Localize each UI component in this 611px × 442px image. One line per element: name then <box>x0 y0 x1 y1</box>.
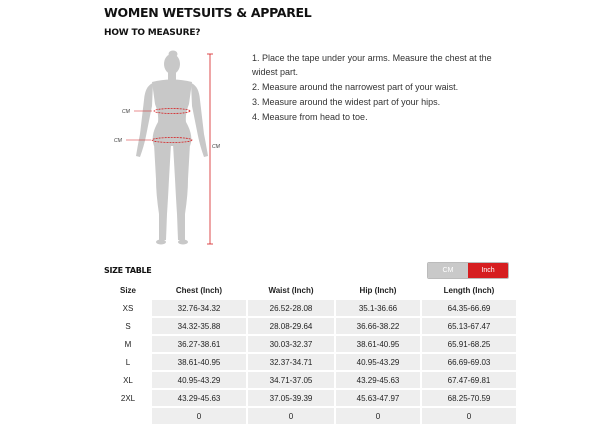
instruction-item: 2. Measure around the narrowest part of your waist. <box>252 82 459 92</box>
chest-cell: 32.76-34.32 <box>152 300 246 316</box>
length-cell: 68.25-70.59 <box>422 390 516 406</box>
waist-cell: 0 <box>248 408 334 424</box>
chest-cell: 0 <box>152 408 246 424</box>
column-header-waist: Waist (Inch) <box>248 282 334 298</box>
length-cell: 66.69-69.03 <box>422 354 516 370</box>
hip-cell: 36.66-38.22 <box>336 318 420 334</box>
table-row <box>106 354 516 370</box>
hip-cell: 40.95-43.29 <box>336 354 420 370</box>
length-cell: 67.47-69.81 <box>422 372 516 388</box>
table-row <box>106 390 516 406</box>
table-row <box>106 372 516 388</box>
instruction-item: 4. Measure from head to toe. <box>252 112 368 122</box>
waist-cell: 32.37-34.71 <box>248 354 334 370</box>
size-cell: XS <box>106 300 150 316</box>
chest-cell: 36.27-38.61 <box>152 336 246 352</box>
size-cell: S <box>106 318 150 334</box>
female-silhouette-icon <box>112 44 222 254</box>
waist-cell: 30.03-32.37 <box>248 336 334 352</box>
size-cell: XL <box>106 372 150 388</box>
size-table <box>104 280 518 426</box>
chest-cell: 38.61-40.95 <box>152 354 246 370</box>
instruction-item: 1. Place the tape under your arms. Measure the chest at the widest part. <box>252 53 492 77</box>
waist-cell: 34.71-37.05 <box>248 372 334 388</box>
body-measurement-figure <box>112 44 222 254</box>
waist-cell: 26.52-28.08 <box>248 300 334 316</box>
table-row <box>106 300 516 316</box>
how-to-measure-heading: HOW TO MEASURE? <box>104 28 201 38</box>
table-header-row <box>106 282 516 298</box>
size-table-heading: SIZE TABLE <box>104 266 152 275</box>
waist-cell: 28.08-29.64 <box>248 318 334 334</box>
length-cell: 65.13-67.47 <box>422 318 516 334</box>
table-row <box>106 318 516 334</box>
instruction-item: 3. Measure around the widest part of your hips. <box>252 97 441 107</box>
unit-toggle <box>427 262 509 279</box>
size-cell: 2XL <box>106 390 150 406</box>
page-title: WOMEN WETSUITS & APPAREL <box>104 5 312 20</box>
length-label: CM <box>212 144 220 150</box>
length-cell: 65.91-68.25 <box>422 336 516 352</box>
column-header-chest: Chest (Inch) <box>152 282 246 298</box>
size-cell: M <box>106 336 150 352</box>
hip-cell: 43.29-45.63 <box>336 372 420 388</box>
column-header-size: Size <box>106 282 150 298</box>
inch-toggle-button[interactable]: Inch <box>468 263 508 278</box>
table-row <box>106 336 516 352</box>
cm-toggle-button[interactable]: CM <box>428 263 468 278</box>
hip-cell: 0 <box>336 408 420 424</box>
chest-cell: 43.29-45.63 <box>152 390 246 406</box>
size-cell: L <box>106 354 150 370</box>
size-cell <box>106 408 150 424</box>
hip-cell: 38.61-40.95 <box>336 336 420 352</box>
hip-cell: 45.63-47.97 <box>336 390 420 406</box>
chest-cell: 40.95-43.29 <box>152 372 246 388</box>
measurement-instructions <box>252 51 517 125</box>
column-header-length: Length (Inch) <box>422 282 516 298</box>
waist-label: CM <box>114 138 122 144</box>
chest-cell: 34.32-35.88 <box>152 318 246 334</box>
column-header-hip: Hip (Inch) <box>336 282 420 298</box>
chest-label: CM <box>122 109 130 115</box>
hip-cell: 35.1-36.66 <box>336 300 420 316</box>
length-cell: 64.35-66.69 <box>422 300 516 316</box>
table-row <box>106 408 516 424</box>
waist-cell: 37.05-39.39 <box>248 390 334 406</box>
length-cell: 0 <box>422 408 516 424</box>
